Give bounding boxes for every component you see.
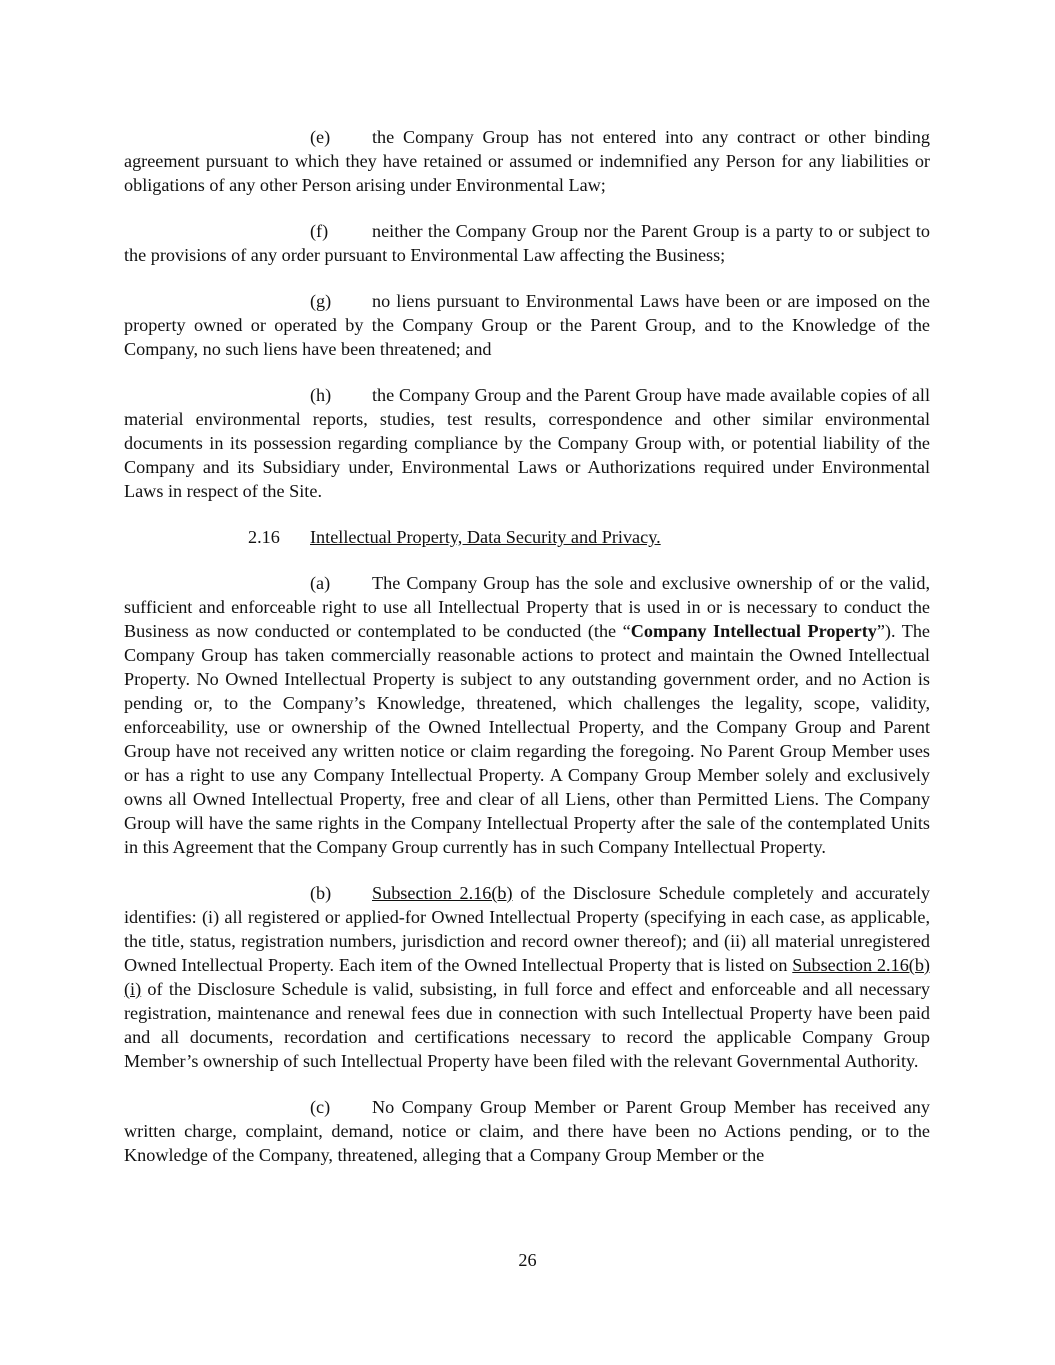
paragraph-number: (b) xyxy=(310,883,332,903)
paragraph-number: (a) xyxy=(310,573,331,593)
defined-term: Company Intellectual Property xyxy=(630,621,877,641)
paragraph-text: of the Disclosure Schedule is valid, subsisting, in full force and effect and enforceable and all necessary registration, maintenance and renewal fees due in connection with such Intellectual Property have been paid and all documents, recordation and certifications necessary to record the applicable Company Group Member’s ownership of such Intellectual Property have been filed with the relevant Governmental Authority. xyxy=(124,979,930,1071)
paragraph-text: the Company Group has not entered into any contract or other binding agreement pursuant to which they have retained or assumed or indemnified any Person for any liabilities or obligations of any other Person arising under Environmental Law; xyxy=(124,127,930,195)
paragraph-e xyxy=(124,125,930,197)
section-heading xyxy=(124,525,930,549)
cross-reference: Subsection 2.16(b)(i) xyxy=(124,955,930,999)
paragraph-text: The Company Group has the sole and exclusive ownership of or the valid, sufficient and enforceable right to use all Intellectual Property that is used in or is necessary to conduct the Business as now conducted or contemplated to be conducted (the “ xyxy=(124,573,930,641)
paragraph-text: the Company Group and the Parent Group have made available copies of all material environmental reports, studies, test results, correspondence and other similar environmental documents in its possession regarding compliance by the Company Group with, or potential liability of the Company and its Subsidiary under, Environmental Laws or Authorizations required under Environmental Laws in respect of the Site. xyxy=(124,385,930,501)
paragraph-text: No Company Group Member or Parent Group Member has received any written charge, complaint, demand, notice or claim, and there have been no Actions pending, or to the Knowledge of the Company, threatened, alleging that a Company Group Member or the xyxy=(124,1097,930,1165)
paragraph-c xyxy=(124,1095,930,1167)
paragraph-text: ”). The Company Group has taken commercially reasonable actions to protect and maintain the Owned Intellectual Property. No Owned Intellectual Property is subject to any outstanding government order, and no Action is pending or, to the Company’s Knowledge, threatened, which challenges the legality, scope, validity, enforceability, use or ownership of the Owned Intellectual Property, and the Company Group and Parent Group have not received any written notice or claim regarding the foregoing. No Parent Group Member uses or has a right to use any Company Intellectual Property. A Company Group Member solely and exclusively owns all Owned Intellectual Property, free and clear of all Liens, other than Permitted Liens. The Company Group will have the same rights in the Company Intellectual Property after the sale of the contemplated Units in this Agreement that the Company Group currently has in such Company Intellectual Property. xyxy=(124,621,930,857)
section-number: 2.16 xyxy=(248,527,280,547)
paragraph-number: (f) xyxy=(310,221,329,241)
paragraph-text: neither the Company Group nor the Parent Group is a party to or subject to the provisions of any order pursuant to Environmental Law affecting the Business; xyxy=(124,221,930,265)
paragraph-number: (c) xyxy=(310,1097,331,1117)
paragraph-number: (g) xyxy=(310,291,332,311)
paragraph-number: (e) xyxy=(310,127,331,147)
document-page xyxy=(124,125,930,1189)
section-title: Intellectual Property, Data Security and Privacy. xyxy=(310,527,661,547)
paragraph-g xyxy=(124,289,930,361)
paragraph-text: of the Disclosure Schedule completely and accurately identifies: (i) all registered or applied-for Owned Intellectual Property (specifying in each case, as applicable, the title, status, registration numbers, jurisdiction and record owner thereof); and (ii) all material unregistered Owned Intellectual Property. Each item of the Owned Intellectual Property that is listed on xyxy=(124,883,930,975)
paragraph-f xyxy=(124,219,930,267)
paragraph-b xyxy=(124,881,930,1073)
cross-reference: Subsection 2.16(b) xyxy=(372,883,513,903)
paragraph-a xyxy=(124,571,930,859)
paragraph-text: no liens pursuant to Environmental Laws have been or are imposed on the property owned or operated by the Company Group or the Parent Group, and to the Knowledge of the Company, no such liens have been threatened; and xyxy=(124,291,930,359)
paragraph-number: (h) xyxy=(310,385,332,405)
paragraph-h xyxy=(124,383,930,503)
page-number: 26 xyxy=(518,1250,537,1270)
